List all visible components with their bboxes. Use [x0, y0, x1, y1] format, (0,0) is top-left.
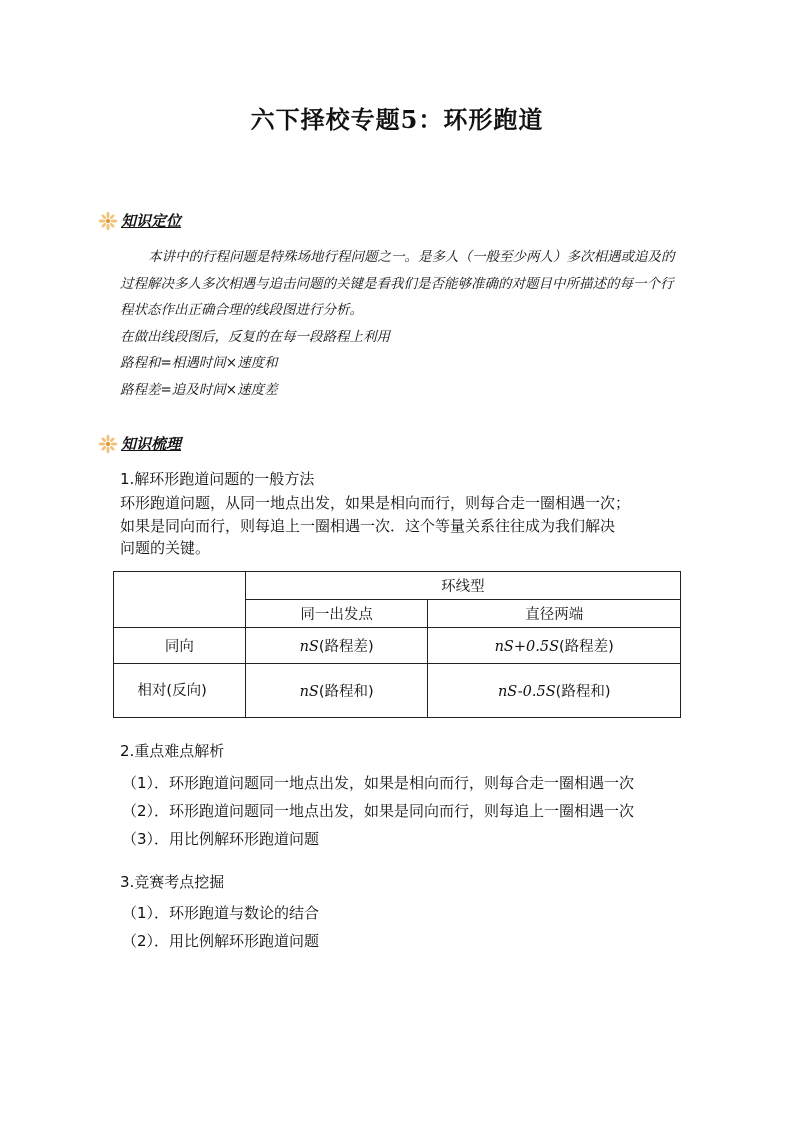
formula-sum: 路程和=相遇时间×速度和	[120, 355, 278, 371]
subsection-title-general-method: 1.解环形跑道问题的一般方法	[120, 470, 315, 488]
knowledge-position-paragraph: 本讲中的行程问题是特殊场地行程问题之一。是多人（一般至少两人）多次相遇或追及的过程解决多人多次相遇与追击问题的关键是看我们是否能够准确的对题目中所描述的每一个行程状态作出正确合理的线段图进行分析。	[120, 249, 675, 318]
table-group-header: 环线型	[245, 572, 680, 600]
table-cell	[428, 664, 681, 718]
table-cell	[428, 628, 681, 664]
subsection-title-key-points: 2.重点难点解析	[120, 742, 225, 760]
list-item: （1）．环形跑道与数论的结合	[122, 904, 320, 922]
page-title: 六下择校专题5：环形跑道	[250, 105, 544, 134]
key-points-list	[122, 769, 692, 853]
formula-difference: 路程差=追及时间×速度差	[120, 381, 278, 398]
table-cell	[245, 664, 428, 718]
formula-variable: nS+0.5S	[494, 639, 560, 655]
section-heading-label: 知识梳理	[121, 435, 182, 453]
section-heading-knowledge-position	[98, 210, 181, 231]
knowledge-position-body	[120, 244, 680, 403]
formula-variable: nS	[299, 684, 319, 700]
general-method-body	[120, 492, 680, 560]
section-heading-knowledge-review	[98, 433, 181, 454]
body-line: 如果是同向而行，则每追上一圈相遇一次．这个等量关系往往成为我们解决	[120, 516, 616, 535]
formula-note: (路程和)	[318, 684, 374, 700]
row-label-text: 相对(反向)	[137, 682, 207, 699]
track-formula-table	[113, 571, 681, 718]
body-line: 环形跑道问题，从同一地点出发，如果是相向而行，则每合走一圈相遇一次；	[120, 494, 631, 512]
table-row-label: 同向	[114, 628, 246, 664]
formula-note: (路程差)	[318, 639, 374, 655]
flower-icon	[98, 434, 118, 454]
formula-note: (路程和)	[555, 684, 611, 700]
table-row-label	[114, 664, 246, 718]
list-item: （2）．环形跑道问题同一地点出发，如果是同向而行，则每追上一圈相遇一次	[122, 802, 635, 820]
formula-note: (路程差)	[559, 639, 614, 655]
formula-variable: nS-0.5S	[497, 684, 556, 700]
table-col-header: 同一出发点	[245, 600, 428, 628]
list-item: （3）．用比例解环形跑道问题	[122, 830, 320, 848]
competition-list	[122, 899, 692, 955]
formula-variable: nS	[299, 639, 319, 655]
flower-icon	[98, 211, 118, 231]
list-item: （1）．环形跑道问题同一地点出发，如果是相向而行，则每合走一圈相遇一次	[122, 774, 635, 792]
body-line: 问题的关键。	[120, 539, 211, 557]
knowledge-position-line: 在做出线段图后，反复的在每一段路程上利用	[120, 328, 390, 345]
table-col-header: 直径两端	[428, 600, 681, 628]
section-heading-label: 知识定位	[121, 212, 182, 230]
list-item: （2）．用比例解环形跑道问题	[122, 932, 320, 950]
table-cell	[245, 628, 428, 664]
subsection-title-competition: 3.竞赛考点挖掘	[120, 873, 225, 891]
table-corner-cell	[114, 572, 246, 628]
